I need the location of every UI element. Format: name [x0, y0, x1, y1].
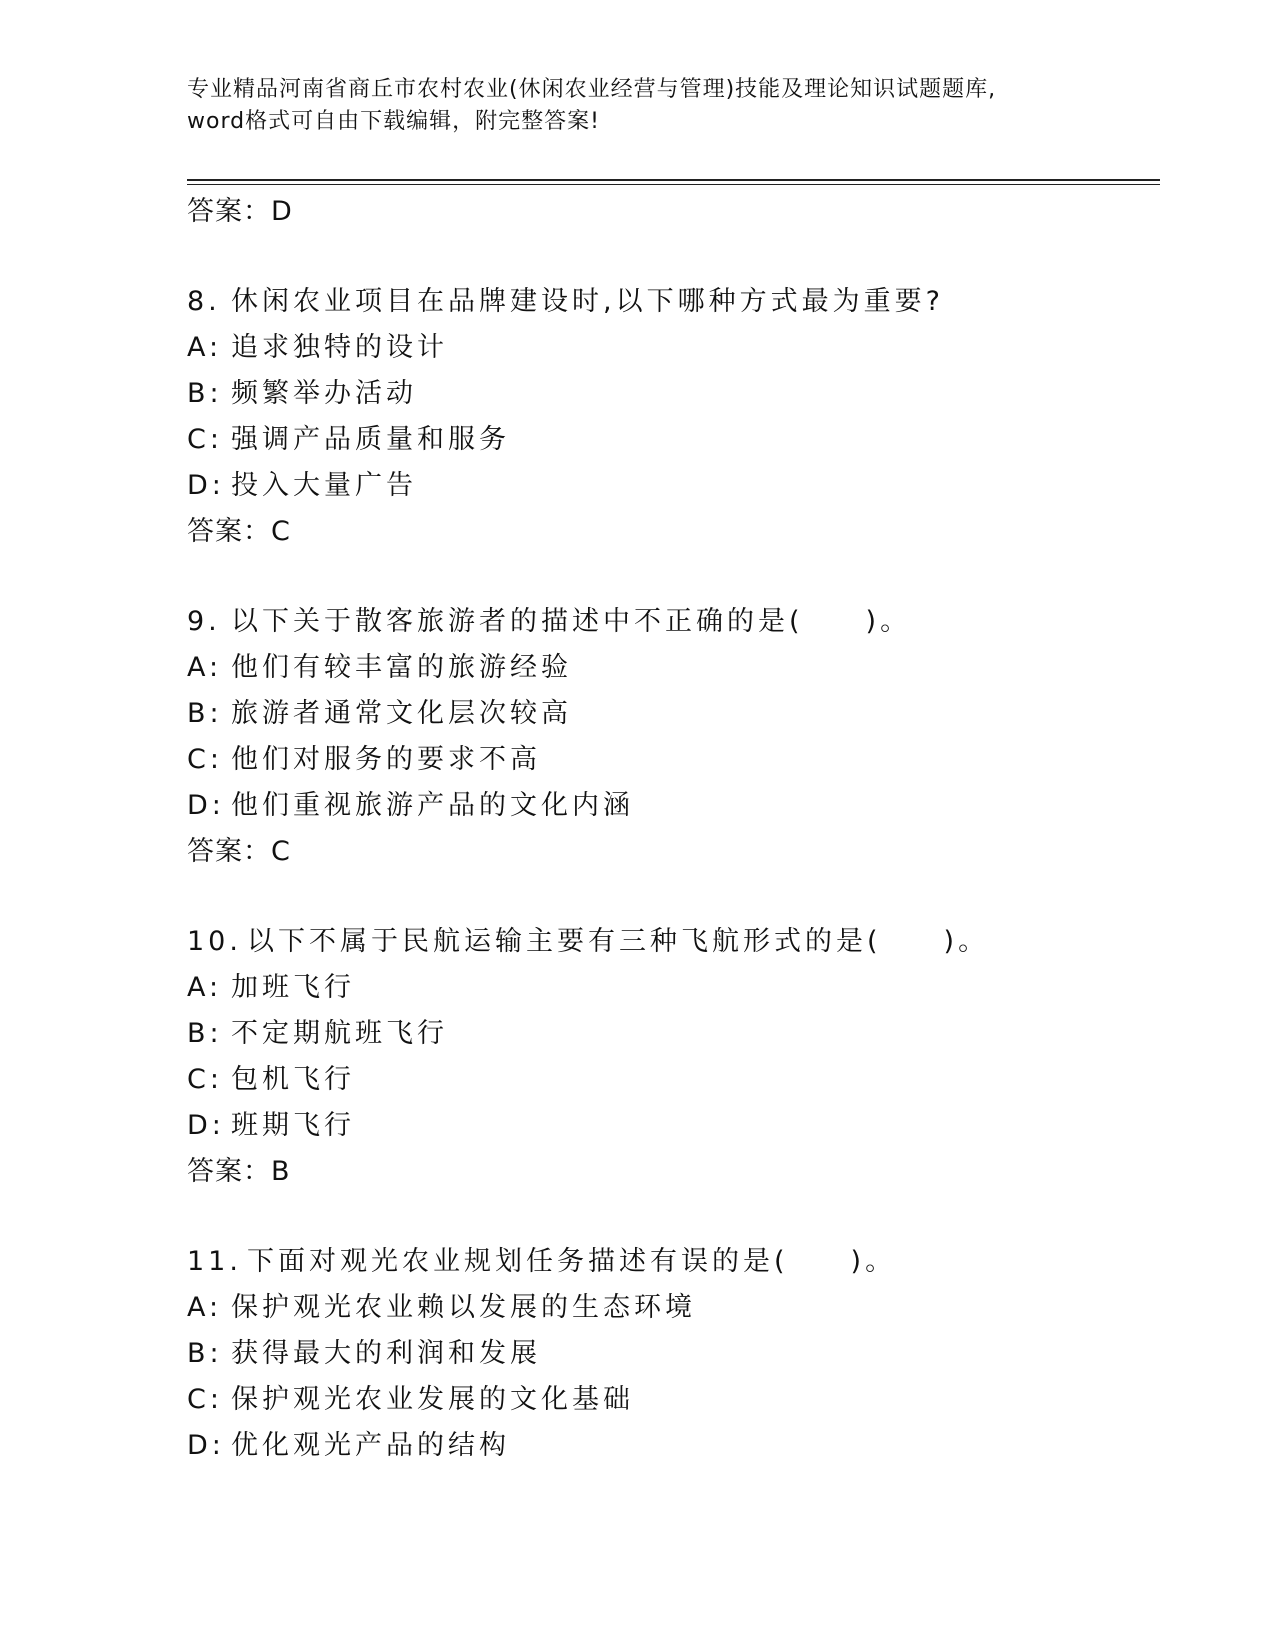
question-stem [187, 599, 1137, 645]
option-text: 频繁举办活动 [231, 378, 417, 409]
question-10 [187, 919, 1137, 1195]
question-11 [187, 1239, 1137, 1469]
option-label: D: [187, 1430, 225, 1461]
question-text: 以下不属于民航运输主要有三种飞航形式的是( )。 [247, 926, 990, 957]
option-text: 保护观光农业赖以发展的生态环境 [231, 1292, 696, 1323]
question-list [187, 189, 1137, 1469]
option-text: 追求独特的设计 [231, 332, 448, 363]
question-text: 下面对观光农业规划任务描述有误的是( )。 [247, 1246, 897, 1277]
question-8 [187, 279, 1137, 555]
option-label: C: [187, 1384, 223, 1415]
question-9 [187, 599, 1137, 875]
option-label: C: [187, 744, 223, 775]
option-b [187, 691, 1137, 737]
answer-line: 答案：C [187, 836, 291, 867]
option-label: B: [187, 1338, 223, 1369]
header-title-line-1: 专业精品河南省商丘市农村农业(休闲农业经营与管理)技能及理论知识试题题库, [187, 77, 997, 102]
option-c [187, 1377, 1137, 1423]
option-b [187, 1331, 1137, 1377]
option-label: A: [187, 1292, 223, 1323]
question-number: 10. [187, 926, 242, 957]
question-stem [187, 279, 1137, 325]
option-d [187, 783, 1137, 829]
option-label: C: [187, 424, 223, 455]
question-number: 11. [187, 1246, 242, 1277]
question-text: 休闲农业项目在品牌建设时,以下哪种方式最为重要? [231, 286, 944, 317]
option-text: 他们有较丰富的旅游经验 [231, 652, 572, 683]
option-text: 不定期航班飞行 [231, 1018, 448, 1049]
option-text: 他们对服务的要求不高 [231, 744, 541, 775]
document-header [187, 74, 1087, 138]
option-b [187, 371, 1137, 417]
option-text: 班期飞行 [231, 1110, 355, 1141]
option-label: B: [187, 1018, 223, 1049]
option-label: D: [187, 470, 225, 501]
option-a [187, 325, 1137, 371]
answer-line: 答案：C [187, 516, 291, 547]
header-divider-thin [187, 184, 1160, 185]
option-d [187, 1103, 1137, 1149]
option-text: 加班飞行 [231, 972, 355, 1003]
option-c [187, 1057, 1137, 1103]
option-d [187, 463, 1137, 509]
option-text: 强调产品质量和服务 [231, 424, 510, 455]
option-a [187, 1285, 1137, 1331]
option-a [187, 965, 1137, 1011]
option-label: B: [187, 698, 223, 729]
answer-line: 答案：B [187, 1156, 291, 1187]
option-label: A: [187, 332, 223, 363]
option-b [187, 1011, 1137, 1057]
option-label: D: [187, 790, 225, 821]
option-text: 旅游者通常文化层次较高 [231, 698, 572, 729]
option-text: 保护观光农业发展的文化基础 [231, 1384, 634, 1415]
answer-line-q7: 答案：D [187, 196, 293, 227]
option-c [187, 737, 1137, 783]
option-text: 投入大量广告 [231, 470, 417, 501]
option-label: D: [187, 1110, 225, 1141]
option-label: A: [187, 652, 223, 683]
question-stem [187, 919, 1137, 965]
option-a [187, 645, 1137, 691]
option-label: C: [187, 1064, 223, 1095]
option-label: B: [187, 378, 223, 409]
option-text: 包机飞行 [231, 1064, 355, 1095]
question-stem [187, 1239, 1137, 1285]
option-c [187, 417, 1137, 463]
question-text: 以下关于散客旅游者的描述中不正确的是( )。 [231, 606, 912, 637]
option-text: 优化观光产品的结构 [231, 1430, 510, 1461]
option-text: 他们重视旅游产品的文化内涵 [231, 790, 634, 821]
option-d [187, 1423, 1137, 1469]
question-number: 9. [187, 606, 221, 637]
header-divider-thick [187, 179, 1160, 181]
header-title-line-2: word格式可自由下载编辑，附完整答案! [187, 109, 600, 134]
option-text: 获得最大的利润和发展 [231, 1338, 541, 1369]
question-number: 8. [187, 286, 221, 317]
option-label: A: [187, 972, 223, 1003]
